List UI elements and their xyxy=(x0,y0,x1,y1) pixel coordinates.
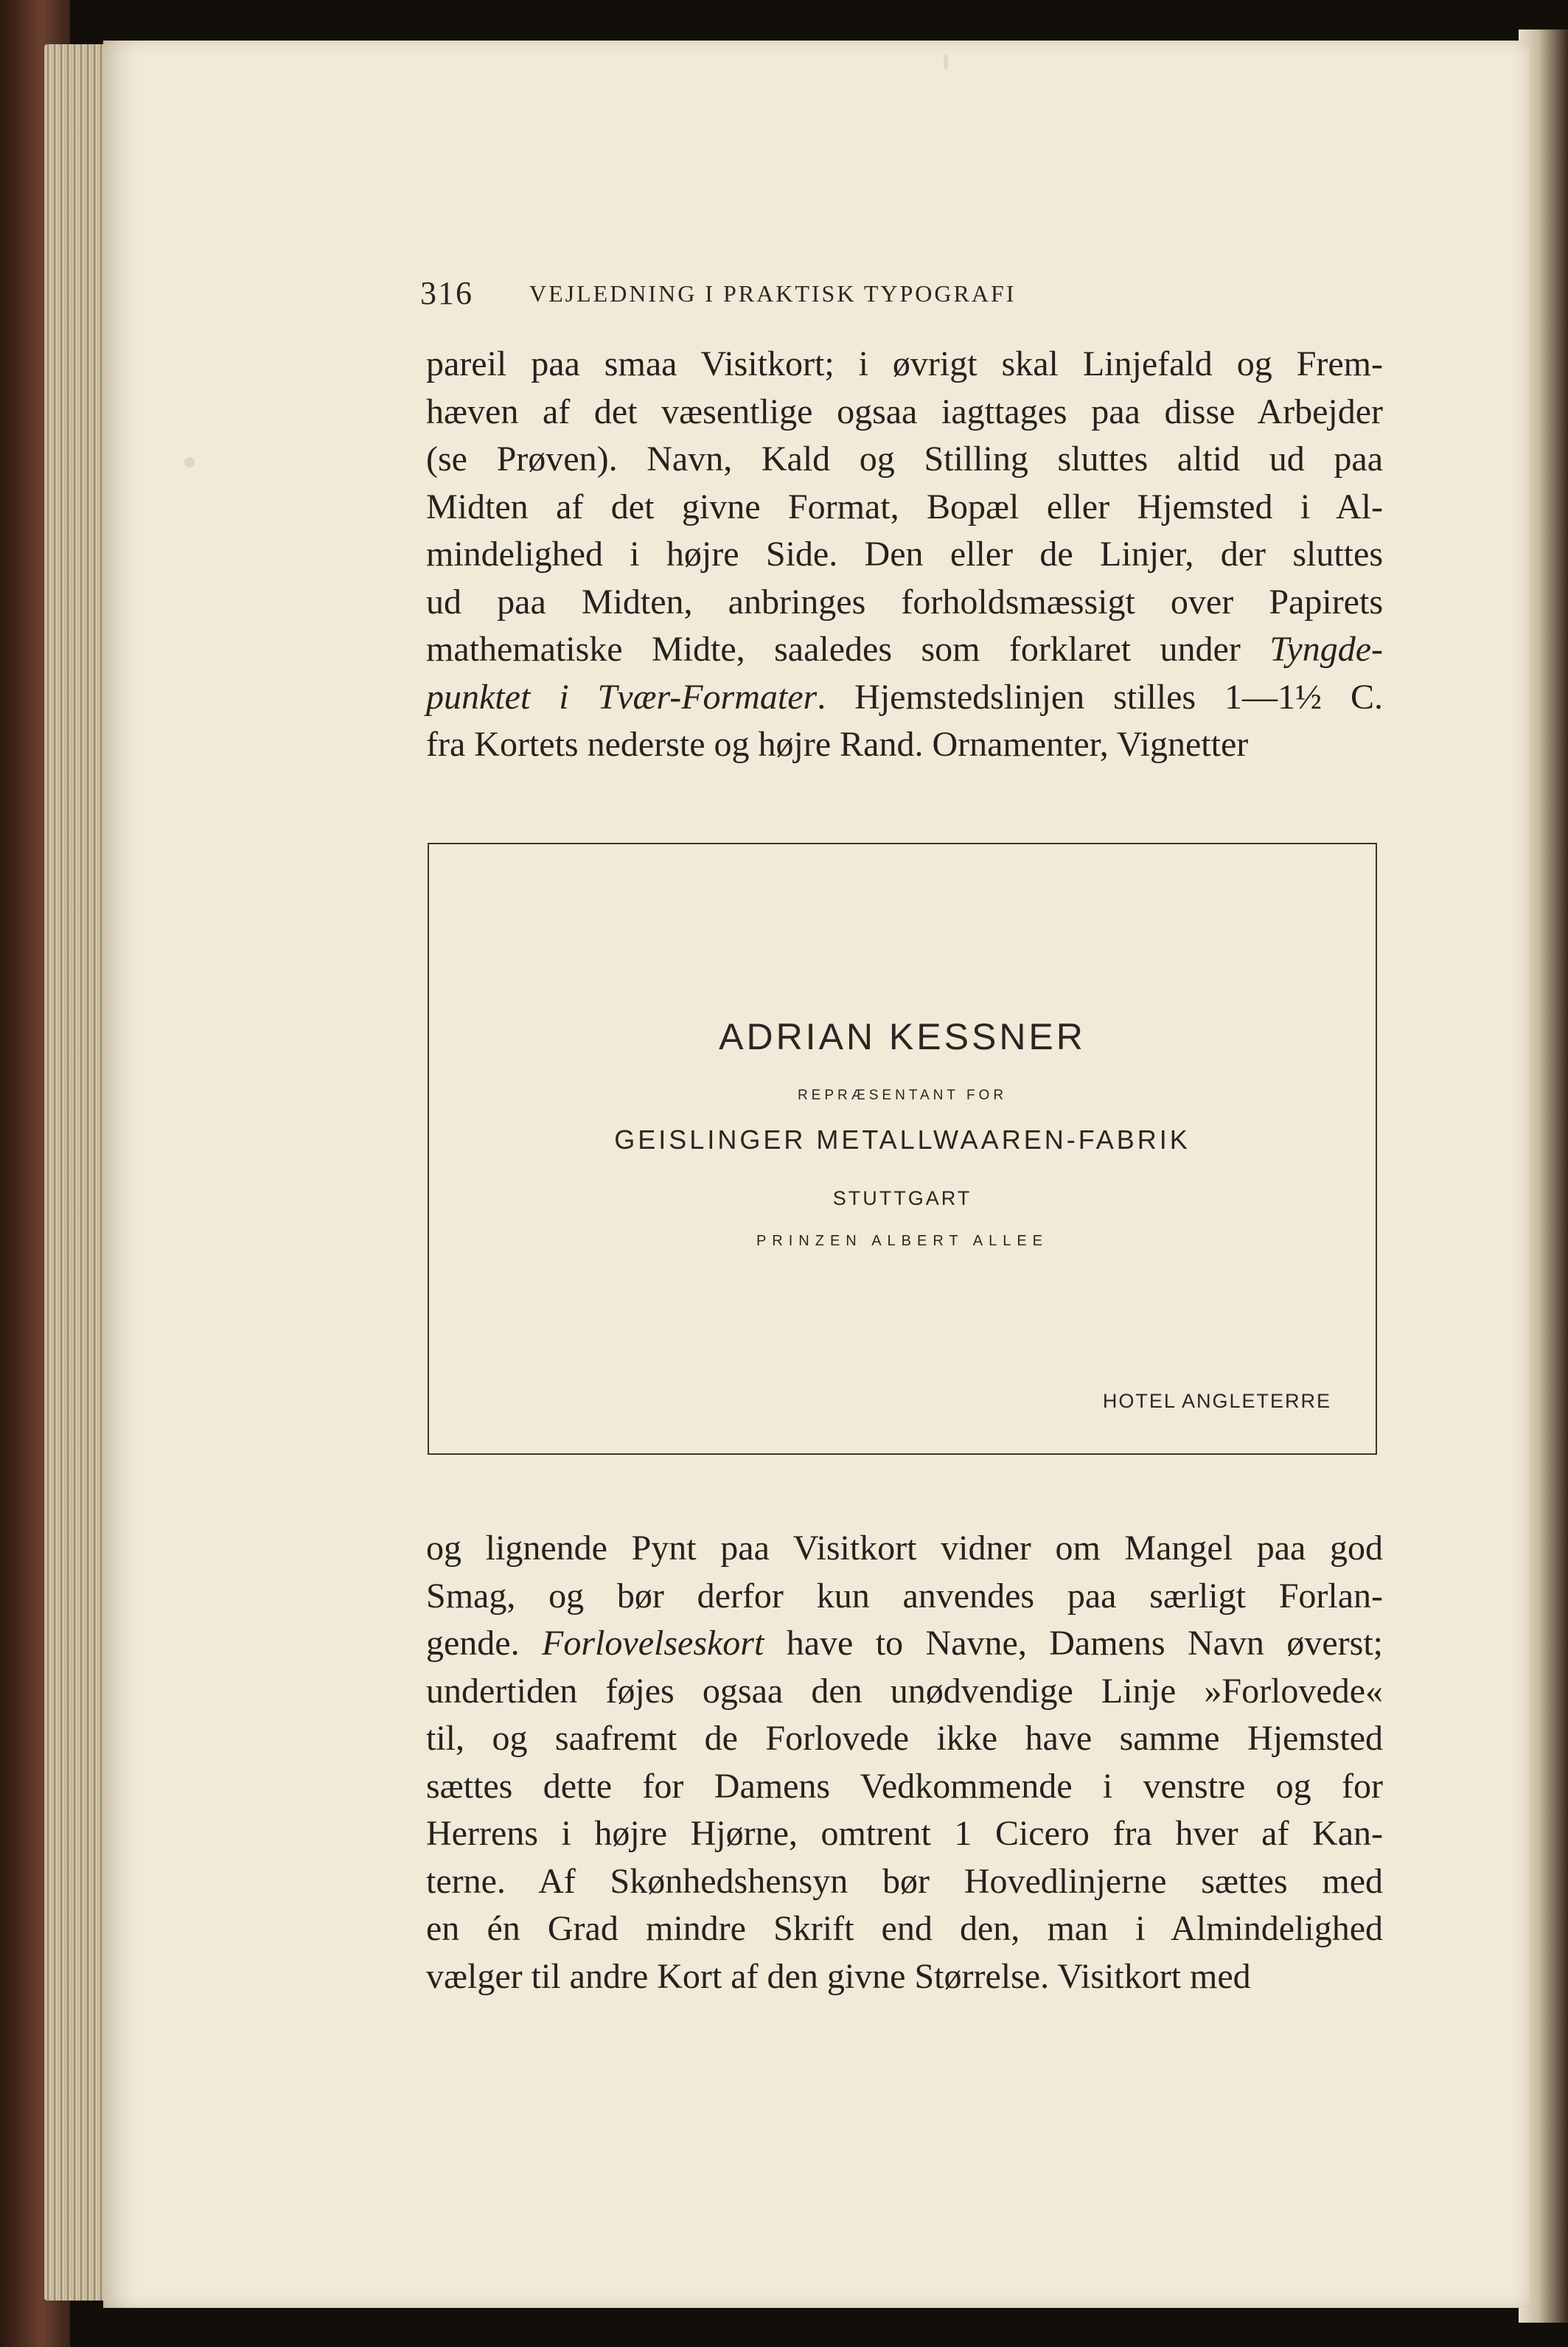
page-number: 316 xyxy=(420,275,473,311)
card-hotel: HOTEL ANGLETERRE xyxy=(1102,1390,1331,1412)
text-line: ud paa Midten, anbringes forholdsmæssigt over Papirets xyxy=(426,582,1383,622)
text-line xyxy=(426,674,1383,722)
paper-spot xyxy=(944,54,948,70)
text-line: Midten af det givne Format, Bopæl eller Hjemsted i Al- xyxy=(426,487,1383,526)
text-line: Herrens i højre Hjørne, omtrent 1 Cicero fra hver af Kan- xyxy=(426,1814,1383,1853)
body-text-top xyxy=(426,341,1383,769)
italic-run: Tyngde- xyxy=(1269,630,1383,669)
card-city: STUTTGART xyxy=(832,1187,972,1209)
text-line: hæven af det væsentlige ogsaa iagttages paa disse Arbejder xyxy=(426,392,1383,431)
text-line: og lignende Pynt paa Visitkort vidner om Mangel paa god xyxy=(426,1529,1383,1568)
text-run: . Hjemstedslinjen stilles 1—1½ C. xyxy=(817,677,1383,717)
text-line: undertiden føjes ogsaa den unødvendige Linje »Forlovede« xyxy=(426,1671,1383,1711)
body-text-bottom xyxy=(426,1525,1383,2000)
page-stack-edges xyxy=(44,44,111,2301)
text-line xyxy=(426,626,1383,674)
text-run: have to Navne, Damens Navn øverst; xyxy=(764,1624,1384,1663)
running-head-title: VEJLEDNING I PRAKTISK TYPOGRAFI xyxy=(529,280,1017,307)
card-name: ADRIAN KESSNER xyxy=(719,1016,1086,1057)
text-line: en én Grad mindre Skrift end den, man i Almindelighed xyxy=(426,1909,1383,1948)
business-card-specimen xyxy=(428,843,1377,1455)
card-street: PRINZEN ALBERT ALLEE xyxy=(756,1233,1049,1249)
italic-run: punktet i Tvær-Formater xyxy=(426,677,818,717)
text-line: fra Kortets nederste og højre Rand. Ornamenter, Vignetter xyxy=(426,725,1249,764)
text-line: til, og saafremt de Forlovede ikke have samme Hjemsted xyxy=(426,1719,1383,1758)
text-line: (se Prøven). Navn, Kald og Stilling sluttes altid ud paa xyxy=(426,439,1383,479)
text-run: gende. xyxy=(426,1624,543,1663)
paper-spot xyxy=(184,457,195,467)
text-line: terne. Af Skønhedshensyn bør Hovedlinjerne sættes med xyxy=(426,1861,1383,1901)
text-run: mathematiske Midte, saaledes som forklaret under xyxy=(426,630,1270,669)
text-line xyxy=(426,1620,1383,1668)
card-role: REPRÆSENTANT FOR xyxy=(797,1088,1008,1103)
italic-run: Forlovelseskort xyxy=(542,1624,764,1663)
text-line: Smag, og bør derfor kun anvendes paa særligt Forlan- xyxy=(426,1576,1383,1616)
text-line: pareil paa smaa Visitkort; i øvrigt skal Linjefald og Frem- xyxy=(426,344,1383,383)
text-line: sættes dette for Damens Vedkommende i venstre og for xyxy=(426,1766,1383,1806)
card-company: GEISLINGER METALLWAAREN-FABRIK xyxy=(614,1124,1191,1155)
text-line: vælger til andre Kort af den givne Størrelse. Visitkort med xyxy=(426,1956,1251,1996)
text-line: mindelighed i højre Side. Den eller de Linjer, der sluttes xyxy=(426,535,1383,574)
